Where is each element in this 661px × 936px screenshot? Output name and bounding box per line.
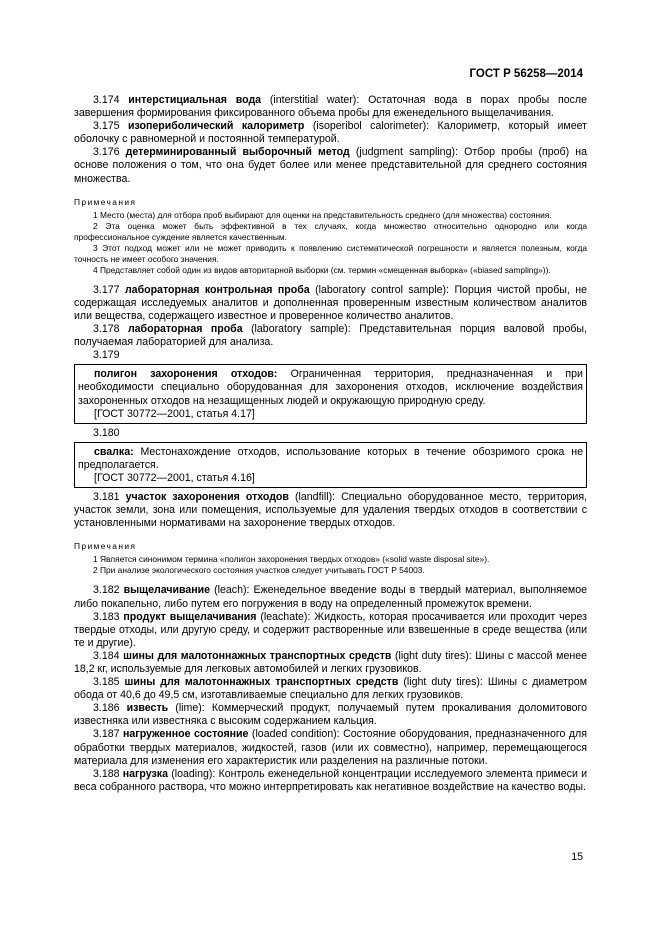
- note-item: 2 Эта оценка может быть эффективной в тех случаях, когда множество относительно однородно или когда профессиональное суждение является качественным.: [74, 220, 587, 242]
- page-content: [74, 94, 587, 794]
- page-number: 15: [571, 851, 583, 863]
- entry-3-183: 3.183 продукт выщелачивания (leachate): Жидкость, которая просачивается или проходит через твердые отходы, или другую среду, и содержит растворенные или взвешенные в среде вещества (или те и другие).: [74, 610, 587, 649]
- entry-3-178: 3.178 лабораторная проба (laboratory sample): Представительная порция валовой пробы, получаемая лабораторией для анализа.: [74, 323, 587, 349]
- notes-block: [74, 196, 587, 276]
- entry-3-182: 3.182 выщелачивание (leach): Еженедельное введение воды в твердый материал, выполняемое либо покапельно, либо путем его погружения в воду на определенный промежуток времени.: [74, 584, 587, 610]
- note-item: 1 Место (места) для отбора проб выбирают для оценки на представительность среднего (для множества) состояния.: [93, 209, 552, 220]
- entry-number: 3.179: [93, 349, 120, 362]
- entry-3-187: 3.187 нагруженное состояние (loaded condition): Состояние оборудования, предназначенного для обработки твердых материалов, жидкостей, газов (или их совместно), например, перемещающегося материала для изменения его характеристик или разделения на различные потоки.: [74, 728, 587, 767]
- entry-number: 3.180: [93, 426, 120, 439]
- entry-3-175: 3.175 изопериболический калориметр (isoperibol calorimeter): Калориметр, который имеет оболочку с равномерной и постоянной температурой.: [74, 120, 587, 146]
- entry-3-186: 3.186 известь (lime): Коммерческий продукт, получаемый путем прокаливания доломитового известняка или известняка с высоким содержанием кальция.: [74, 702, 588, 728]
- entry-3-174: 3.174 интерстициальная вода (interstitial water): Остаточная вода в порах пробы после завершения формирования фиксированного объема пробы для еженедельного выщелачивания.: [74, 94, 588, 120]
- entry-3-184: 3.184 шины для малотоннажных транспортных средств (light duty tires): Шины с массой менее 18,2 кг, используемые для легковых автомобилей и легких грузовиков.: [74, 649, 587, 675]
- boxed-text: полигон захоронения отходов: Ограниченная территория, предназначенная и при необходимости специально оборудованная для захоронения отходов, исключение воздействия захороненных отходов на незащищенных людей и окружающую природную среду.: [78, 368, 583, 407]
- entry-3-176: 3.176 детерминированный выборочный метод (judgment sampling): Отбор пробы (проб) на основе положения о том, что она будет более или менее представительной для среднего состояния множества.: [74, 146, 587, 185]
- notes-heading: Примечания: [74, 541, 137, 552]
- boxed-definition: [74, 442, 587, 488]
- source-reference: [ГОСТ 30772—2001, статья 4.16]: [94, 471, 255, 484]
- note-item: 3 Этот подход может или не может приводить к появлению систематической погрешности и является полезным, когда точность не имеет особого значения.: [74, 242, 587, 264]
- entry-3-188: 3.188 нагрузка (loading): Контроль еженедельной концентрации исследуемого элемента примеси и веса собранного раствора, что можно интерпретировать как негативное воздействие на качество воды.: [74, 767, 587, 793]
- entry-3-185: 3.185 шины для малотоннажных транспортных средств (light duty tires): Шины с диаметром обода от 40,6 до 49,5 см, изготавливаемые специально для легких грузовиков.: [74, 676, 587, 702]
- note-item: 1 Является синонимом термина «полигон захоронения твердых отходов» («solid waste disposal site»).: [93, 554, 490, 565]
- note-item: 2 При анализе экологического состояния участков следует учитывать ГОСТ Р 54003.: [93, 565, 425, 576]
- entry-3-181: 3.181 участок захоронения отходов (landfill): Специально оборудованное место, территория, участок земли, зона или помещения, используемые для удаления твердых отходов в соответствии с установленными нормативами на захоронение твердых отходов.: [74, 491, 588, 530]
- boxed-text: свалка: Местонахождение отходов, использование которых в течение обозримого срока не предполагается.: [78, 445, 583, 471]
- boxed-definition: [74, 364, 587, 423]
- entry-3-177: 3.177 лабораторная контрольная проба (laboratory control sample): Порция чистой пробы, не содержащая исследуемых аналитов и дополненная проверенным известным количеством аналитов или вещества, содержащего известное и проверенное количество аналитов.: [74, 283, 587, 322]
- note-item: 4 Представляет собой один из видов авторитарной выборки (см. термин «смещенная выборка» («biased sampling»)).: [93, 264, 551, 275]
- notes-heading: Примечания: [74, 196, 137, 207]
- notes-block: [74, 540, 587, 576]
- standard-header: ГОСТ Р 56258—2014: [469, 68, 583, 80]
- source-reference: [ГОСТ 30772—2001, статья 4.17]: [94, 407, 255, 420]
